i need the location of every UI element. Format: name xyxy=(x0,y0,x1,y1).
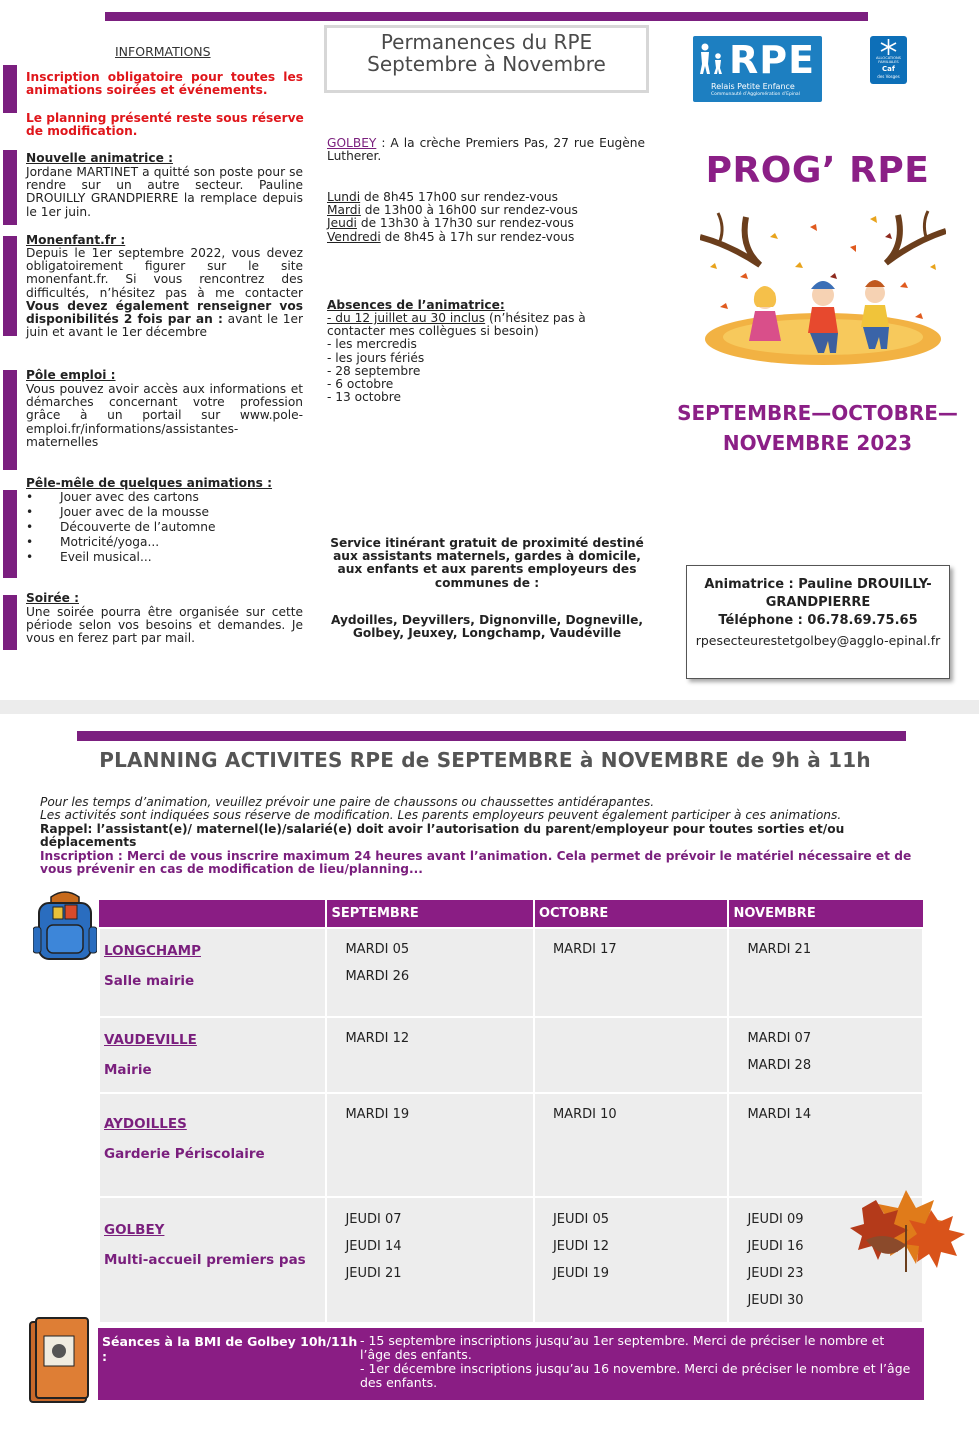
info-line-2: Les activités sont indiquées sous réserve de modification. Les parents employeurs peuvent également participer à ces animations. xyxy=(40,808,842,822)
date-item: JEUDI 30 xyxy=(747,1293,804,1308)
absence-item: - les jours fériés xyxy=(327,350,425,365)
pelemele-item: • Eveil musical... xyxy=(26,550,152,564)
absences-list xyxy=(327,312,647,404)
caf-snowflake-icon xyxy=(879,39,898,55)
date-item: MARDI 05 xyxy=(345,942,410,957)
oct-cell xyxy=(534,1017,728,1093)
commune-cell xyxy=(99,1197,326,1323)
table-header-row xyxy=(99,900,923,928)
absence-item: - 13 octobre xyxy=(327,390,402,405)
date-item: JEUDI 21 xyxy=(345,1266,402,1281)
date-item: JEUDI 09 xyxy=(747,1212,804,1227)
pelemele-list xyxy=(26,491,303,566)
commune-cell xyxy=(99,928,326,1017)
family-icon xyxy=(697,42,727,76)
nov-cell xyxy=(728,928,923,1017)
autumn-children-illustration xyxy=(700,207,946,367)
schedule-row: Vendredi de 8h45 à 17h sur rendez-vous xyxy=(327,229,575,244)
rpe-logo xyxy=(693,36,822,102)
bmi-row xyxy=(98,1328,924,1400)
service-text: Service itinérant gratuit de proximité destiné aux assistants maternels, gardes à domicile, aux enfants et aux parents employeurs des communes de : xyxy=(330,536,644,590)
schedule-row: Mardi de 13h00 à 16h00 sur rendez-vous xyxy=(327,203,578,218)
table-row xyxy=(99,928,923,1017)
table-header-cell: SEPTEMBRE xyxy=(326,900,534,928)
side-bar-1 xyxy=(3,65,17,113)
season-line1: SEPTEMBRE—OCTOBRE— xyxy=(677,401,958,425)
backpack-icon xyxy=(33,891,97,969)
date-item: MARDI 19 xyxy=(345,1107,410,1122)
permanences-line2: Septembre à Novembre xyxy=(367,52,606,76)
commune-name: GOLBEY xyxy=(104,1222,165,1238)
monenfant-end: avant le 1er juin et avant le 1er décembre xyxy=(26,312,303,340)
page-separator xyxy=(0,700,979,714)
rpe-logo-text: RPE xyxy=(729,38,816,82)
autumn-leaves-icon xyxy=(846,1180,976,1274)
absence-item: - 6 octobre xyxy=(327,377,394,392)
side-bar-5 xyxy=(3,490,17,578)
date-item: MARDI 12 xyxy=(345,1031,410,1046)
contact-phone: Téléphone : 06.78.69.75.65 xyxy=(718,613,918,628)
date-item: MARDI 17 xyxy=(552,942,617,957)
book-icon xyxy=(26,1314,92,1406)
bmi-line-2: - 1er décembre inscriptions jusqu’au 16 novembre. Merci de préciser le nombre et l’âge des enfants. xyxy=(360,1361,911,1390)
date-item: JEUDI 16 xyxy=(747,1239,804,1254)
rpe-logo-sub2: Communauté d’Agglomération d’Epinal xyxy=(711,92,800,97)
season-title xyxy=(675,398,960,458)
date-item: JEUDI 14 xyxy=(345,1239,402,1254)
bmi-label: Séances à la BMI de Golbey 10h/11h : xyxy=(102,1334,358,1364)
pole-emploi-title: Pôle emploi : xyxy=(26,368,116,382)
absence-item: - du 12 juillet au 30 inclus (n’hésitez pas à contacter mes collègues si besoin) xyxy=(327,311,586,339)
commune-place: Salle mairie xyxy=(104,973,195,989)
monenfant-block xyxy=(26,247,303,339)
absences-title: Absences de l’animatrice: xyxy=(327,298,505,312)
permanences-line1: Permanences du RPE xyxy=(380,30,593,54)
season-line2: NOVEMBRE 2023 xyxy=(722,431,913,455)
oct-cell xyxy=(534,928,728,1017)
brochure-top-page xyxy=(0,0,979,700)
table-header-cell: NOVEMBRE xyxy=(728,900,923,928)
info-line-3: Rappel: l’assistant(e)/ maternel(le)/salarié(e) doit avoir l’autorisation du parent/employeur pour toutes sorties et/ou déplacements xyxy=(40,822,845,850)
contact-line1: Animatrice : Pauline DROUILLY- xyxy=(704,577,932,592)
bottom-purple-bar xyxy=(77,731,906,741)
schedule-list xyxy=(327,191,647,244)
sept-cell xyxy=(326,928,534,1017)
informations-title: INFORMATIONS xyxy=(115,44,211,59)
pelemele-item: • Motricité/yoga... xyxy=(26,535,160,549)
commune-name: VAUDEVILLE xyxy=(104,1032,197,1048)
schedule-row: Jeudi de 13h30 à 17h30 sur rendez-vous xyxy=(327,216,574,231)
sept-cell xyxy=(326,1197,534,1323)
table-row xyxy=(99,1197,923,1323)
commune-cell xyxy=(99,1093,326,1197)
absence-item: - 28 septembre xyxy=(327,363,421,378)
table-row xyxy=(99,1017,923,1093)
caf-logo-text1: ALLOCATIONS FAMILIALES xyxy=(876,56,901,64)
planning-note: Le planning présenté reste sous réserve de modification. xyxy=(26,111,304,139)
bmi-line-1: - 15 septembre inscriptions jusqu’au 1er septembre. Merci de préciser le nombre et l’âge des enfants. xyxy=(360,1333,885,1362)
contact-line2: GRANDPIERRE xyxy=(765,595,871,610)
schedule-row: Lundi de 8h45 17h00 sur rendez-vous xyxy=(327,190,558,204)
top-purple-bar xyxy=(105,12,868,21)
commune-name: AYDOILLES xyxy=(104,1116,187,1132)
caf-logo-text3: des Vosges xyxy=(877,74,900,79)
date-item: MARDI 21 xyxy=(747,942,812,957)
date-item: MARDI 07 xyxy=(747,1031,812,1046)
date-item: JEUDI 23 xyxy=(747,1266,804,1281)
soiree-text: Une soirée pourra être organisée sur cette période selon vos besoins et demandes. Je vous en ferez part par mail. xyxy=(26,605,303,646)
pole-emploi-text: Vous pouvez avoir accès aux informations et démarches concernant votre profession grâce à un portail sur www.pole-emploi.fr/informations/assistantes-maternelles xyxy=(26,382,303,449)
oct-cell xyxy=(534,1197,728,1323)
commune-cell xyxy=(99,1017,326,1093)
permanences-box xyxy=(324,25,649,93)
table-header-cell: OCTOBRE xyxy=(534,900,728,928)
pelemele-item: • Découverte de l’automne xyxy=(26,520,216,534)
prog-rpe-title: PROG’ RPE xyxy=(705,150,930,191)
oct-cell xyxy=(534,1093,728,1197)
date-item: JEUDI 19 xyxy=(552,1266,610,1281)
caf-logo-text2: Caf xyxy=(882,65,895,73)
date-item: JEUDI 07 xyxy=(345,1212,402,1227)
side-bar-2 xyxy=(3,150,17,225)
side-bar-3 xyxy=(3,236,17,336)
monenfant-text: Depuis le 1er septembre 2022, vous devez obligatoirement figurer sur le site monenfant.fr. Si vous rencontrez des difficultés, n’hésitez pas à me contacter xyxy=(26,246,303,300)
caf-logo xyxy=(870,36,907,84)
soiree-title: Soirée : xyxy=(26,591,79,605)
golbey-text: : A la crèche Premiers Pas, 27 rue Eugène Lutherer. xyxy=(327,136,645,164)
golbey-address xyxy=(327,137,645,163)
pelemele-title: Pêle-mêle de quelques animations : xyxy=(26,476,273,490)
commune-place: Mairie xyxy=(104,1062,152,1078)
commune-place: Garderie Périscolaire xyxy=(104,1146,265,1162)
monenfant-bold: Vous devez également renseigner vos disponibilités 2 fois par an : xyxy=(26,298,303,327)
side-bar-6 xyxy=(3,595,17,650)
absence-item: - les mercredis xyxy=(327,337,417,352)
date-item: MARDI 10 xyxy=(552,1107,617,1122)
sept-cell xyxy=(326,1017,534,1093)
golbey-label: GOLBEY xyxy=(327,136,377,150)
rpe-logo-sub1: Relais Petite Enfance xyxy=(711,82,795,91)
nouvelle-animatrice-text: Jordane MARTINET a quitté son poste pour se rendre sur un autre secteur. Pauline DROUILLY GRANDPIERRE la remplace depuis le 1er juin. xyxy=(26,165,303,219)
commune-name: LONGCHAMP xyxy=(104,943,201,959)
nov-cell xyxy=(728,1017,923,1093)
brochure-bottom-page xyxy=(0,714,979,1429)
pelemele-item: • Jouer avec des cartons xyxy=(26,490,199,504)
commune-place: Multi-accueil premiers pas xyxy=(104,1252,306,1268)
inscription-note: Inscription obligatoire pour toutes les animations soirées et événements. xyxy=(26,70,303,98)
date-item: JEUDI 05 xyxy=(552,1212,610,1227)
communes-text: Aydoilles, Deyvillers, Dignonville, Dogneville, Golbey, Jeuxey, Longchamp, Vaudéville xyxy=(330,613,644,641)
table-header-cell xyxy=(99,900,326,928)
contact-box xyxy=(686,565,950,679)
planning-title: PLANNING ACTIVITES RPE de SEPTEMBRE à NOVEMBRE de 9h à 11h xyxy=(99,748,871,772)
sept-cell xyxy=(326,1093,534,1197)
info-line-1: Pour les temps d’animation, veuillez prévoir une paire de chaussons ou chaussettes antidérapantes. xyxy=(40,795,655,809)
date-item: MARDI 14 xyxy=(747,1107,812,1122)
date-item: MARDI 28 xyxy=(747,1058,812,1073)
date-item: JEUDI 12 xyxy=(552,1239,610,1254)
planning-table xyxy=(98,900,924,1324)
inscription-line: Inscription : Merci de vous inscrire maximum 24 heures avant l’animation. Cela permet de prévoir le matériel nécessaire et de vous prévenir en cas de modification de lieu/planning... xyxy=(40,849,912,877)
side-bar-4 xyxy=(3,370,17,470)
date-item: MARDI 26 xyxy=(345,969,410,984)
contact-email[interactable]: rpesecteurestetgolbey@agglo-epinal.fr xyxy=(695,633,941,648)
monenfant-title: Monenfant.fr : xyxy=(26,233,126,247)
table-row xyxy=(99,1093,923,1197)
nouvelle-animatrice-title: Nouvelle animatrice : xyxy=(26,151,173,165)
pelemele-item: • Jouer avec de la mousse xyxy=(26,505,209,519)
